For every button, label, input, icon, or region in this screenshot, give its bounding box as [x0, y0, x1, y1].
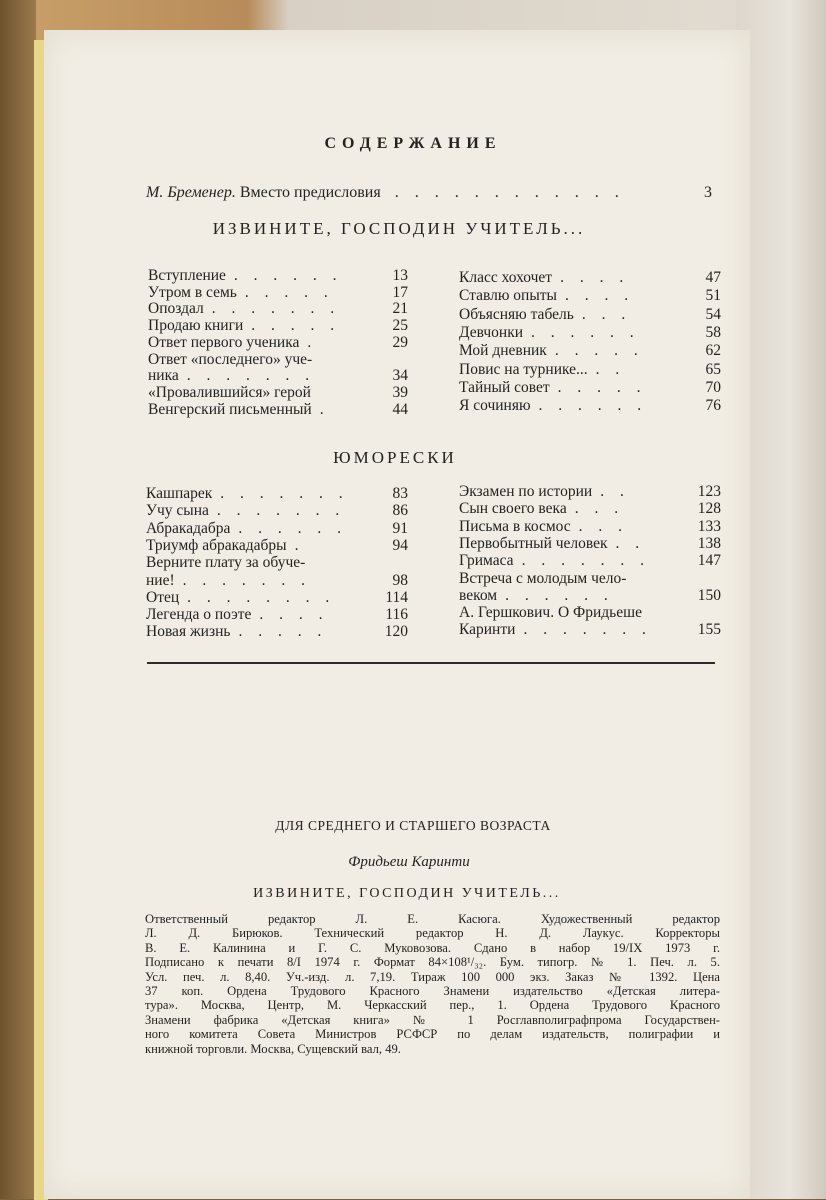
toc-entry-page: 25 — [392, 317, 408, 335]
toc-entry-dots: . . . . . . . — [220, 485, 349, 502]
toc-entry — [459, 604, 721, 621]
toc-entry-dots: . . . . . . . — [523, 621, 652, 639]
toc-entry — [459, 306, 721, 323]
toc-entry — [148, 334, 408, 351]
toc-entry-label: А. Гершкович. О Фридьеше — [459, 604, 642, 622]
toc-entry-dots: . . — [600, 483, 630, 500]
toc-entry — [146, 537, 408, 554]
toc-entry-page: 116 — [385, 606, 408, 624]
toc-entry-dots: . . . . . . — [531, 323, 640, 341]
toc-entry-page: 44 — [392, 400, 408, 418]
toc-entry-page: 21 — [392, 300, 408, 318]
imprint-line: Знамени фабрика «Детская книга» № 1 Росглавполиграфпрома Государствен- — [145, 1012, 720, 1027]
toc-entry-dots: . — [294, 536, 305, 554]
toc-entry-page: 120 — [384, 623, 408, 641]
toc-entry-page: 47 — [705, 269, 721, 286]
toc-entry-label: Первобытный человек — [459, 534, 608, 552]
toc-entry — [459, 570, 721, 587]
toc-entry-dots: . . . . — [560, 269, 630, 286]
toc-entry-label: Ответ «последнего» уче- — [148, 350, 313, 368]
toc-entry-page: 58 — [705, 323, 721, 341]
toc-entry-page: 62 — [705, 342, 721, 360]
toc-entry-dots: . . . . . . . — [216, 502, 346, 520]
toc-entry-label: Сын своего века — [459, 500, 567, 518]
toc-entry — [146, 589, 408, 606]
author-name: Фридьеш Каринти — [348, 854, 470, 870]
toc-entry-label: Встреча с молодым чело- — [459, 569, 627, 587]
toc-entry-page: 76 — [705, 397, 721, 415]
toc-entry-dots: . . . . . . . — [211, 300, 341, 318]
toc-entry — [146, 554, 408, 571]
toc-entry-label: Класс хохочет — [459, 269, 553, 286]
toc-entry-label: Учу сына — [146, 502, 209, 520]
toc-entry-dots: . . — [615, 534, 646, 552]
toc-entry-page: 155 — [697, 621, 721, 639]
toc-entry-dots: . . . . . — [554, 342, 644, 360]
toc-entry-dots: . . — [595, 360, 626, 378]
toc-entry-page: 128 — [697, 500, 721, 518]
toc-entry-label: Мой дневник — [459, 342, 547, 360]
toc-entry-page: 114 — [385, 588, 408, 606]
toc-entry-label: Продаю книги — [148, 317, 244, 335]
toc-entry-label: Экзамен по истории — [459, 483, 593, 500]
toc-entry-page: 13 — [392, 267, 408, 284]
section-title-2: ЮМОРЕСКИ — [333, 448, 457, 467]
toc-entry-dots: . . . . . — [238, 623, 328, 641]
toc-entry-dots: . — [319, 400, 330, 418]
toc-entry — [459, 500, 721, 517]
toc-entry-page: 83 — [392, 485, 408, 502]
toc-entry-label: Гримаса — [459, 552, 514, 570]
toc-entry — [148, 401, 408, 418]
toc-entry-page: 150 — [697, 586, 721, 604]
toc-entry-label: Ставлю опыты — [459, 287, 557, 305]
toc-entry — [146, 572, 408, 589]
toc-entry-label: Опоздал — [148, 300, 204, 318]
toc-entry — [148, 367, 408, 384]
toc-entry-label: Вступление — [148, 267, 226, 284]
contents-heading: СОДЕРЖАНИЕ — [324, 135, 502, 152]
toc-entry-label: Триумф абракадабры — [146, 536, 287, 554]
toc-entry — [459, 397, 721, 414]
toc-entry-label: Верните плату за обуче- — [146, 554, 306, 572]
toc-entry-label: Тайный совет — [459, 378, 550, 396]
toc-entry-preface — [146, 184, 625, 201]
imprint-block — [145, 912, 720, 1056]
toc-entry-page: 34 — [392, 367, 408, 385]
imprint-line: Л. Д. Бирюков. Технический редактор Н. Д. Лаукус. Корректоры — [145, 926, 720, 941]
toc-entry-label: Новая жизнь — [146, 623, 231, 641]
toc-entry — [146, 520, 408, 537]
imprint-line: тура». Москва, Центр, М. Черкасский пер., 1. Ордена Трудового Красного — [145, 998, 720, 1013]
toc-entry-dots: . . . . . . . . — [187, 588, 336, 606]
toc-entry-page: 138 — [697, 534, 721, 552]
audience-label: ДЛЯ СРЕДНЕГО И СТАРШЕГО ВОЗРАСТА — [275, 818, 551, 833]
toc-entry-dots: . . . . — [564, 287, 635, 305]
toc-entry-page: 98 — [392, 571, 408, 589]
toc-entry-page: 54 — [705, 305, 721, 323]
toc-entry-label: Венгерский письменный — [148, 400, 312, 418]
imprint-line: Подписано к печати 8/I 1974 г. Формат 84×108¹/₃₂. Бум. типогр. № 1. Печ. л. 5. — [145, 955, 720, 970]
toc-entry-dots: . . . — [574, 500, 625, 518]
toc-entry-label: Абракадабра — [146, 519, 231, 537]
toc-entry — [148, 384, 408, 401]
toc-entry-page: 70 — [705, 378, 721, 396]
toc-entry-dots: . . . . . — [251, 317, 341, 335]
toc-entry-label: Кашпарек — [146, 485, 213, 502]
toc-entry-page: 147 — [697, 552, 721, 570]
toc-entry — [459, 379, 721, 396]
toc-entry-dots: . . . . . . . — [521, 552, 650, 570]
toc-entry-label: ника — [148, 367, 179, 385]
toc-entry — [146, 502, 408, 519]
imprint-line: Усл. печ. л. 8,40. Уч.-изд. л. 7,19. Тираж 100 000 экз. Заказ № 1392. Цена — [145, 969, 720, 984]
toc-entry — [459, 552, 721, 569]
toc-entry — [146, 606, 408, 623]
imprint-line: Ответственный редактор Л. Е. Касюга. Художественный редактор — [145, 912, 720, 926]
toc-entry-label: Утром в семь — [148, 283, 237, 301]
preface-dots: . . . . . . . . . . . . — [394, 184, 625, 201]
toc-entry-dots: . . . . . . — [538, 397, 648, 415]
toc-entry-dots: . . . . — [259, 606, 329, 624]
preface-author: М. Бременер. — [146, 184, 236, 201]
imprint-line: книжной торговли. Москва, Сущевский вал, 49. — [145, 1041, 401, 1056]
toc-entry — [146, 623, 408, 640]
toc-entry-label: веком — [459, 586, 498, 604]
imprint-line: 37 коп. Ордена Трудового Красного Знамени издательство «Детская литера- — [145, 984, 720, 999]
toc-entry-page: 123 — [697, 483, 721, 500]
toc-entry — [459, 535, 721, 552]
toc-entry — [459, 621, 721, 638]
toc-entry-page: 65 — [705, 360, 721, 378]
toc-entry-label: Я сочиняю — [459, 397, 531, 415]
toc-entry — [146, 485, 408, 502]
toc-entry-page: 94 — [392, 536, 408, 554]
toc-entry-dots: . — [307, 333, 318, 351]
toc-entry-label: ние! — [146, 571, 175, 589]
toc-entry-label: Повис на турнике... — [459, 360, 588, 378]
toc-entry-dots: . . . . . — [557, 378, 647, 396]
preface-page: 3 — [704, 184, 712, 201]
toc-entry — [459, 269, 721, 286]
toc-entry-label: Письма в космос — [459, 517, 571, 535]
toc-entry — [459, 342, 721, 359]
toc-entry — [459, 483, 721, 500]
toc-entry-label: Объясняю табель — [459, 305, 574, 323]
toc-entry-dots: . . . . . . — [233, 267, 343, 284]
toc-entry-dots: . . . . . . . — [186, 367, 316, 385]
preface-title: Вместо предисловия — [239, 184, 381, 201]
toc-entry — [459, 324, 721, 341]
toc-entry-page: 39 — [392, 383, 408, 401]
toc-entry — [459, 518, 721, 535]
toc-entry-page: 86 — [392, 502, 408, 520]
toc-entry — [459, 587, 721, 604]
section-title-1: ИЗВИНИТЕ, ГОСПОДИН УЧИТЕЛЬ... — [212, 219, 586, 238]
toc-entry-dots: . . . . . — [244, 283, 334, 301]
toc-entry-label: «Провалившийся» герой — [148, 383, 311, 401]
toc-entry-label: Девчонки — [459, 323, 524, 341]
toc-entry — [148, 267, 408, 284]
toc-entry-label: Каринти — [459, 621, 516, 639]
toc-entry — [148, 284, 408, 301]
toc-entry-page: 51 — [705, 287, 721, 305]
toc-entry-dots: . . . — [581, 305, 632, 323]
toc-entry-label: Легенда о поэте — [146, 606, 252, 624]
toc-entry-page: 91 — [392, 519, 408, 537]
toc-entry-dots: . . . — [578, 517, 629, 535]
toc-entry — [148, 317, 408, 334]
toc-entry-dots: . . . . . . — [238, 519, 348, 537]
book-title: ИЗВИНИТЕ, ГОСПОДИН УЧИТЕЛЬ... — [253, 886, 561, 901]
toc-entry-page: 17 — [392, 283, 408, 301]
toc-entry-page: 29 — [392, 333, 408, 351]
toc-entry-dots: . . . . . . . — [182, 571, 312, 589]
divider-rule — [147, 662, 715, 664]
toc-entry-page: 133 — [697, 517, 721, 535]
toc-entry-label: Ответ первого ученика — [148, 333, 300, 351]
toc-entry — [459, 361, 721, 378]
book-edge-left — [0, 0, 36, 1199]
imprint-line: В. Е. Калинина и Г. С. Муковозова. Сдано в набор 19/IX 1973 г. — [145, 940, 720, 955]
toc-entry — [148, 300, 408, 317]
toc-entry — [148, 351, 408, 368]
imprint-line: ного комитета Совета Министров РСФСР по делам издательств, полиграфии и — [145, 1027, 720, 1042]
toc-entry-dots: . . . . . . — [505, 586, 614, 604]
toc-entry-label: Отец — [146, 588, 180, 606]
toc-entry — [459, 287, 721, 304]
